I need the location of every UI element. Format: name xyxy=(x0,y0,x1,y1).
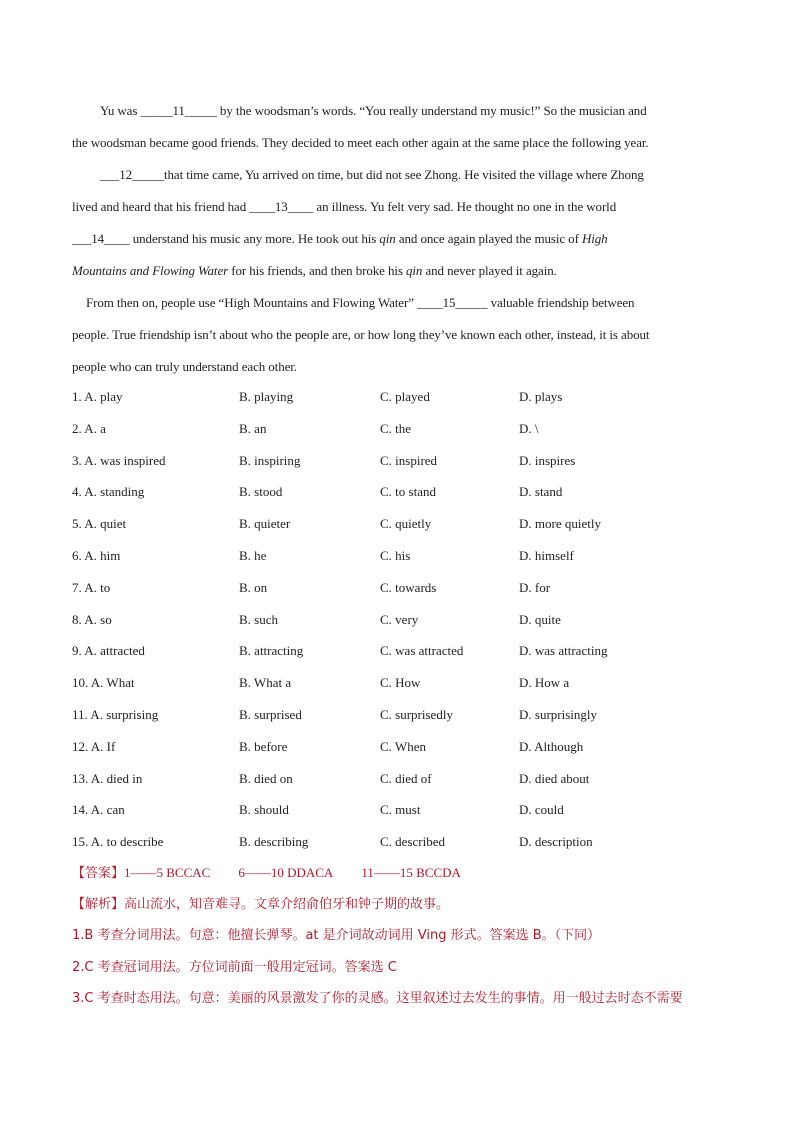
italic-text: qin xyxy=(405,263,423,278)
passage-line xyxy=(72,129,722,161)
option-choice: C. surprisedly xyxy=(380,706,453,722)
option-choice: B. before xyxy=(239,738,288,754)
passage-text: people who can truly understand each other. xyxy=(72,359,297,374)
option-choice: C. very xyxy=(380,611,419,627)
passage-line xyxy=(72,353,722,385)
option-choice: D. stand xyxy=(519,484,563,500)
option-choice: C. inspired xyxy=(380,452,438,468)
option-choice: 14. A. can xyxy=(72,802,125,818)
option-choice: D. could xyxy=(519,802,564,818)
passage-line xyxy=(72,193,722,225)
analysis-item: 2.C 考查冠词用法。方位词前面一般用定冠词。答案选 C xyxy=(72,959,397,975)
analysis-item: 1.B 考查分词用法。句意：他擅长弹琴。at 是介词故动词用 Ving 形式。答案选 B。（下同） xyxy=(72,928,601,943)
option-choice: 13. A. died in xyxy=(72,770,143,786)
answer-label: 【答案】 xyxy=(72,866,125,881)
answer-section xyxy=(72,860,752,1018)
italic-text: Mountains and Flowing Water xyxy=(72,263,229,278)
reading-passage xyxy=(72,97,722,385)
option-choice: 9. A. attracted xyxy=(72,643,145,659)
option-choice: D. died about xyxy=(519,770,590,786)
analysis-label: 【解析】 xyxy=(72,896,125,912)
option-choice: B. on xyxy=(239,579,268,595)
answer-group: 6——10 DDACA xyxy=(238,865,334,880)
option-choice: C. must xyxy=(380,802,421,818)
option-choice: C. the xyxy=(380,420,412,436)
passage-text: Yu was _____11_____ by the woodsman’s words. “You really understand my music!” So the musician and xyxy=(100,103,647,118)
option-choice: B. stood xyxy=(239,484,283,500)
option-choice: 5. A. quiet xyxy=(72,516,127,532)
option-choice: D. quite xyxy=(519,611,561,627)
passage-text: ___14____ understand his music any more. He took out his xyxy=(72,231,380,246)
option-choice: B. attracting xyxy=(239,643,304,659)
option-choice: C. was attracted xyxy=(380,643,464,659)
option-row xyxy=(72,607,722,639)
answer-group: 1——5 BCCAC xyxy=(124,865,211,880)
passage-line xyxy=(72,225,722,257)
option-row xyxy=(72,384,722,416)
option-choice: B. such xyxy=(239,611,278,627)
option-row xyxy=(72,448,722,480)
option-choice: 8. A. so xyxy=(72,611,112,627)
option-choice: D. plays xyxy=(519,389,563,404)
option-choice: D. for xyxy=(519,579,551,595)
answer-key xyxy=(72,860,752,892)
option-row xyxy=(72,734,722,766)
passage-text: and never played it again. xyxy=(422,263,557,278)
passage-line xyxy=(72,161,722,193)
option-row xyxy=(72,638,722,670)
option-choice: D. surprisingly xyxy=(519,706,597,722)
option-row xyxy=(72,543,722,575)
option-choice: B. an xyxy=(239,420,267,436)
passage-text: for his friends, and then broke his xyxy=(228,263,406,278)
option-row xyxy=(72,416,722,448)
passage-text: From then on, people use “High Mountains and Flowing Water” ____15_____ valuable friendship between xyxy=(86,295,635,310)
option-choice: C. When xyxy=(380,738,426,754)
option-choice: B. What a xyxy=(239,675,292,691)
passage-text: and once again played the music of xyxy=(395,231,582,246)
option-choice: 10. A. What xyxy=(72,675,135,691)
option-choice: 3. A. was inspired xyxy=(72,452,166,468)
option-choice: 15. A. to describe xyxy=(72,834,164,850)
answer-options xyxy=(72,384,722,861)
option-choice: D. How a xyxy=(519,675,570,691)
option-choice: C. quietly xyxy=(380,516,432,532)
option-choice: B. surprised xyxy=(239,706,302,722)
option-choice: C. played xyxy=(380,389,430,404)
option-choice: C. towards xyxy=(380,579,437,595)
option-choice: D. description xyxy=(519,834,593,850)
option-choice: C. How xyxy=(380,675,421,691)
option-choice: D. inspires xyxy=(519,452,576,468)
option-row xyxy=(72,670,722,702)
option-row xyxy=(72,575,722,607)
option-choice: C. died of xyxy=(380,770,432,786)
passage-text: lived and heard that his friend had ____13____ an illness. Yu felt very sad. He thought no one in the world xyxy=(72,199,617,214)
answer-group: 11——15 BCCDA xyxy=(361,865,461,880)
option-choice: D. more quietly xyxy=(519,516,601,532)
option-choice: D. was attracting xyxy=(519,643,608,659)
passage-text: people. True friendship isn’t about who the people are, or how long they’ve known each other, instead, it is about xyxy=(72,327,650,342)
option-row xyxy=(72,766,722,798)
option-choice: B. describing xyxy=(239,834,309,850)
option-row xyxy=(72,797,722,829)
option-choice: 11. A. surprising xyxy=(72,706,159,722)
option-choice: B. should xyxy=(239,802,289,818)
option-choice: D. \ xyxy=(519,420,539,436)
option-row xyxy=(72,511,722,543)
option-choice: 2. A. a xyxy=(72,420,106,436)
analysis-item: 3.C 考查时态用法。句意：美丽的风景激发了你的灵感。这里叙述过去发生的事情。用一般过去时态不需要 xyxy=(72,991,683,1006)
analysis-intro xyxy=(72,892,752,924)
option-choice: B. he xyxy=(239,547,267,563)
option-choice: B. quieter xyxy=(239,516,291,532)
option-row xyxy=(72,829,722,861)
option-row xyxy=(72,479,722,511)
option-choice: D. himself xyxy=(519,547,574,563)
option-choice: 1. A. play xyxy=(72,389,123,404)
option-choice: B. died on xyxy=(239,770,293,786)
option-choice: B. inspiring xyxy=(239,452,301,468)
passage-line xyxy=(72,321,722,353)
option-choice: C. described xyxy=(380,834,445,850)
option-choice: D. Although xyxy=(519,738,584,754)
option-choice: 12. A. If xyxy=(72,738,116,754)
italic-text: High xyxy=(581,231,608,246)
option-choice: B. playing xyxy=(239,389,294,404)
italic-text: qin xyxy=(379,231,396,246)
option-choice: 4. A. standing xyxy=(72,484,145,500)
option-row xyxy=(72,702,722,734)
option-choice: 6. A. him xyxy=(72,547,121,563)
passage-line xyxy=(72,289,722,321)
passage-text: the woodsman became good friends. They decided to meet each other again at the same place the following year. xyxy=(72,135,649,150)
passage-text: ___12_____that time came, Yu arrived on time, but did not see Zhong. He visited the village where Zhong xyxy=(100,167,644,182)
passage-line xyxy=(72,257,722,289)
passage-line xyxy=(72,97,722,129)
option-choice: C. his xyxy=(380,547,411,563)
analysis-intro-text: 高山流水，知音难寻。文章介绍俞伯牙和钟子期的故事。 xyxy=(124,896,450,912)
option-choice: C. to stand xyxy=(380,484,436,500)
option-choice: 7. A. to xyxy=(72,579,111,595)
